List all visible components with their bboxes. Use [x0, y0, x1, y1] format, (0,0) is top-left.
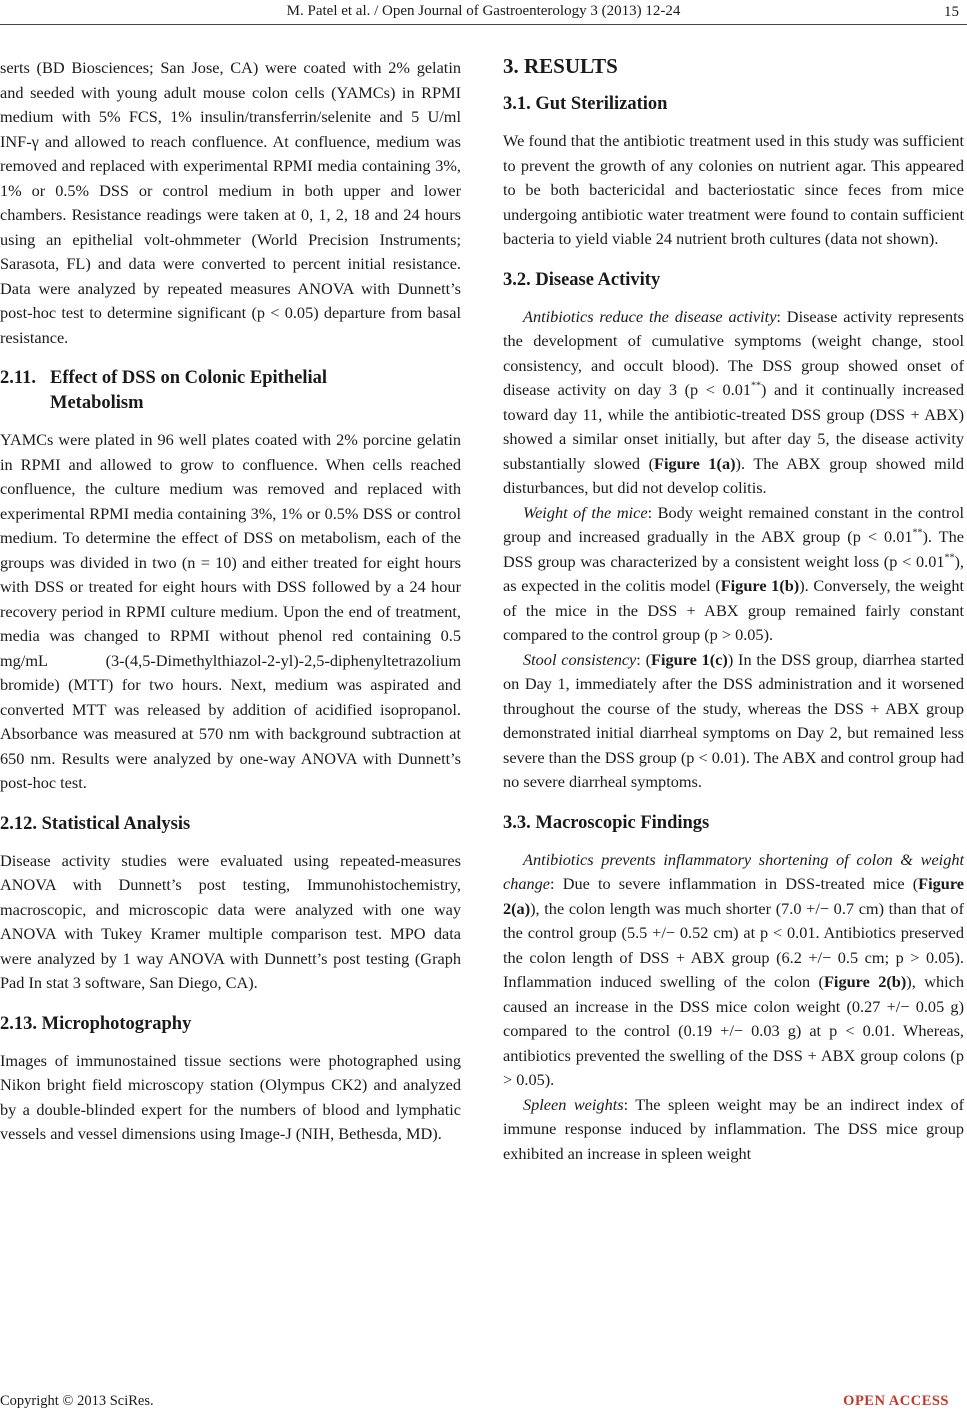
heading-results: 3. RESULTS — [503, 54, 618, 78]
figure-ref-1a: Figure 1(a) — [654, 453, 736, 473]
heading-3-2: 3.2. Disease Activity — [503, 269, 661, 290]
paragraph-disease-activity — [503, 305, 964, 501]
paragraph-3-1: We found that the antibiotic treatment used in this study was sufficient to prevent the growth of any colonies on nutrient agar. This appeared to be both bactericidal and bacteriostatic since feces from mice undergoing antibiotic water treatment were found to contain sufficient bacteria to yield viable 24 nutrient broth cultures (data not shown). — [503, 131, 964, 248]
left-column — [0, 56, 461, 1147]
heading-3-3: 3.3. Macroscopic Findings — [503, 812, 710, 833]
text-span: ). The DSS group was characterized by a consistent weight loss (p < 0.01 — [503, 527, 964, 571]
text-span: ), which caused an increase in the DSS mice colon weight (0.27 +/− 0.05 g) compared to the control (0.19 +/− 0.03 g) at p < 0.01. Whereas, antibiotics prevented the swelling of the DSS + ABX group colons (p > 0.05). — [503, 972, 964, 1089]
heading-3-1: 3.1. Gut Sterilization — [503, 94, 668, 114]
text-span: ), the colon length was much shorter (7.0 +/− 0.7 cm) than that of the control group (5.5 +/− 0.52 cm) at p < 0.01. Antibiotics preserved the colon length of DSS + ABX group (6.2 +/− 0.5 cm; p > 0.05). Inflammation induced swelling of the colon ( — [503, 898, 964, 991]
page-number: 15 — [944, 4, 959, 20]
heading-2-13: 2.13. Microphotography — [0, 1013, 192, 1034]
paragraph-weight — [503, 501, 964, 648]
figure-ref-1b: Figure 1(b) — [720, 576, 800, 595]
heading-2-11-number: 2.11. — [0, 368, 36, 388]
heading-2-11-line2: Metabolism — [50, 393, 144, 413]
text-span: ). The ABX group showed mild disturbances, but did not develop colitis. — [503, 453, 964, 497]
figure-ref-1c: Figure 1(c) — [651, 649, 728, 669]
lead-weight: Weight of the mice — [523, 502, 648, 522]
header-rule — [0, 24, 967, 25]
significance-marker: ** — [912, 527, 923, 539]
paragraph-2-13: Images of immunostained tissue sections were photographed using Nikon bright field microscopy station (Olympus CK2) and analyzed by a double-blinded expert for the numbers of blood and lymphatic vessels and vessel dimensions using Image-J (NIH, Bethesda, MD). — [0, 1050, 461, 1143]
heading-2-11-line1: Effect of DSS on Colonic Epithelial — [50, 368, 327, 388]
lead-disease-activity: Antibiotics reduce the disease activity — [523, 306, 777, 326]
text-span: ), as expected in the colitis model ( — [503, 551, 964, 595]
text-span: : ( — [636, 649, 652, 669]
lead-stool: Stool consistency — [523, 649, 637, 669]
lead-spleen: Spleen weights — [523, 1094, 624, 1114]
heading-2-12: 2.12. Statistical Analysis — [0, 813, 191, 834]
text-span: : Due to severe inflammation in DSS-treated mice ( — [550, 874, 919, 893]
heading-2-11 — [0, 366, 461, 416]
paragraph-2-11: YAMCs were plated in 96 well plates coated with 2% porcine gelatin in RPMI and allowed to grow to confluence. When cells reached confluence, the culture medium was removed and replaced with experimental RPMI media containing 3%, 1% or 0.5% DSS or control medium. To determine the effect of DSS on metabolism, each of the groups was divided in two (n = 10) and either treated for eight hours with DSS or treated for eight hours with DSS followed by a 24 hour recovery period in RPMI culture medium. Upon the end of treatment, media was changed to RPMI without phenol red containing 0.5 mg/mL (3-(4,5-Dimethylthiazol-2-yl)-2,5-diphenyltetrazolium bromide) (MTT) for two hours. Next, medium was aspirated and converted MTT was released by addition of acidified isopropanol. Absorbance was measured at 570 nm with background subtraction at 650 nm. Results were analyzed by one-way ANOVA with Dunnett’s post-hoc test. — [0, 430, 461, 792]
paragraph-stool — [503, 648, 964, 795]
text-span: : Disease activity represents the development of cumulative symptoms (weight change, stool consistency, and occult blood). The DSS group showed onset of disease activity on day 3 (p < 0.01 — [503, 306, 964, 399]
significance-marker: ** — [944, 552, 955, 564]
text-span: : Body weight remained constant in the control group and increased gradually in the ABX group (p < 0.01 — [503, 502, 965, 546]
figure-ref-2b: Figure 2(b) — [823, 972, 907, 991]
text-span: ) In the DSS group, diarrhea started on Day 1, immediately after the DSS administration and it worsened throughout the course of the study, whereas the DSS + ABX group demonstrated initial diarrheal symptoms on Day 2, but remained less severe than the DSS group (p < 0.01). The ABX and control group had no severe diarrheal symptoms. — [503, 649, 964, 791]
figure-ref-2a: Figure 2(a) — [503, 874, 964, 918]
paragraph-spleen — [503, 1093, 964, 1167]
lead-colon: Antibiotics prevents inflammatory shortening of colon & weight change — [503, 849, 964, 893]
copyright: Copyright © 2013 SciRes. — [0, 1393, 154, 1409]
paragraph-colon — [503, 848, 964, 1093]
paragraph-intro: serts (BD Biosciences; San Jose, CA) were coated with 2% gelatin and seeded with young adult mouse colon cells (YAMCs) in RPMI medium with 5% FCS, 1% insulin/transferrin/selenite and 5 U/ml INF-γ and allowed to reach confluence. At confluence, medium was removed and replaced with experimental RPMI media containing 3%, 1% or 0.5% DSS or control medium in both upper and lower chambers. Resistance readings were taken at 0, 1, 2, 18 and 24 hours using an epithelial volt-ohmmeter (World Precision Instruments; Sarasota, FL) and data were converted to percent initial resistance. Data were analyzed by repeated measures ANOVA with Dunnett’s post-hoc test to determine significant (p < 0.05) departure from basal resistance. — [0, 58, 461, 347]
open-access-label: OPEN ACCESS — [843, 1393, 949, 1409]
page-header — [0, 0, 967, 24]
paragraph-2-12: Disease activity studies were evaluated using repeated-measures ANOVA with Dunnett’s post testing, Immunohistochemistry, macroscopic, and microscopic data were analyzed with one way ANOVA with Tukey Kramer multiple comparison test. MPO data were analyzed by 1 way ANOVA with Dunnett’s post testing (Graph Pad In stat 3 software, San Diego, CA). — [0, 850, 461, 992]
right-column — [503, 52, 964, 1166]
text-span: ). Conversely, the weight of the mice in the DSS + ABX group remained fairly constant compared to the control group (p > 0.05). — [503, 576, 964, 644]
text-span: ) and it continually increased toward day 11, while the antibiotic-treated DSS group (DSS + ABX) showed a similar onset initially, but after day 5, the disease activity substantially slowed ( — [503, 380, 964, 473]
text-span: : The spleen weight may be an indirect index of immune response induced by inflammation. The DSS mice group exhibited an increase in spleen weight — [503, 1094, 965, 1163]
significance-marker: ** — [751, 380, 762, 392]
running-head: M. Patel et al. / Open Journal of Gastroenterology 3 (2013) 12-24 — [286, 3, 681, 19]
